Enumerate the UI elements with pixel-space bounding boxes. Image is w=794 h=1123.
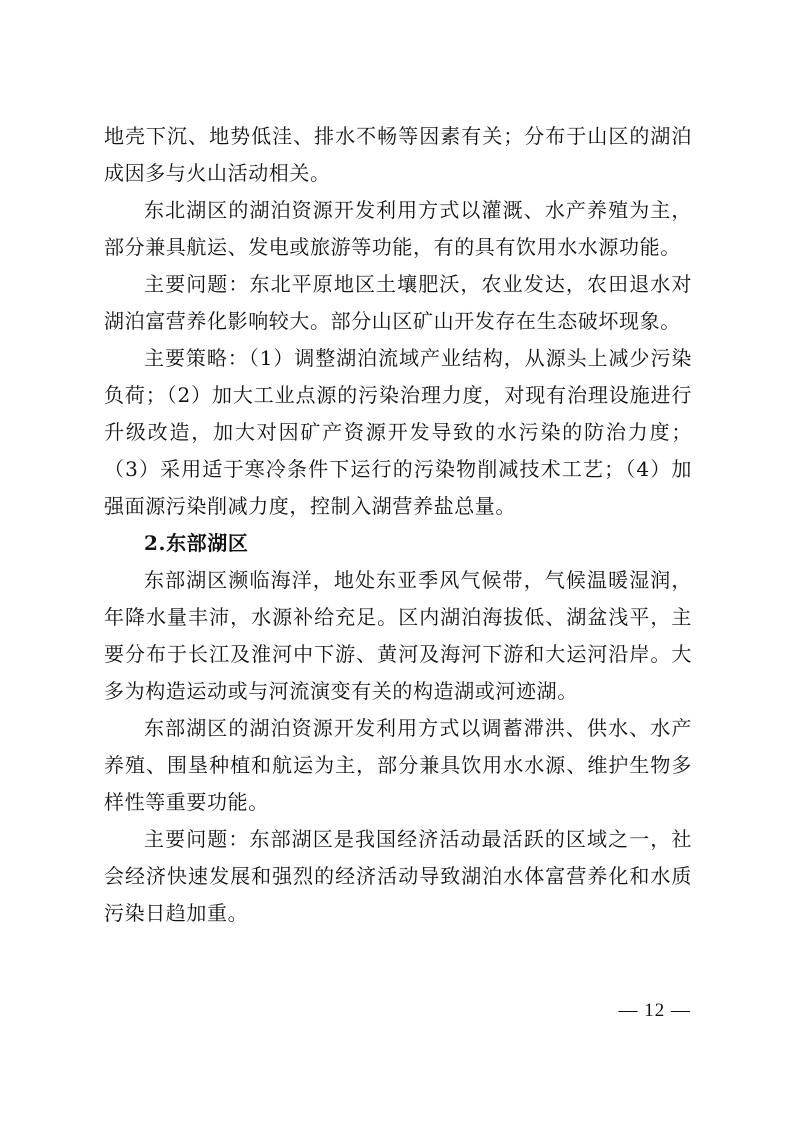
paragraph-eastern-utilization: 东部湖区的湖泊资源开发利用方式以调蓄滞洪、供水、水产养殖、围垦种植和航运为主，部分兼具饮用水水源、维护生物多样性等重要功能。 [104,716,692,814]
paragraph-northeast-utilization: 东北湖区的湖泊资源开发利用方式以灌溉、水产养殖为主，部分兼具航运、发电或旅游等功能，有的具有饮用水水源功能。 [104,198,692,259]
paragraph-northeast-strategies: 主要策略：（1）调整湖泊流域产业结构，从源头上减少污染负荷；（2）加大工业点源的污染治理力度，对现有治理设施进行升级改造，加大对因矿产资源开发导致的水污染的防治力度；（3）采用适于寒冷条件下运行的污染物削减技术工艺；（4）加强面源污染削减力度，控制入湖营养盐总量。 [104,346,692,518]
page-number: — 12 — [618,1000,691,1021]
paragraph-eastern-overview: 东部湖区濒临海洋，地处东亚季风气候带，气候温暖湿润，年降水量丰沛，水源补给充足。区内湖泊海拔低、湖盆浅平，主要分布于长江及淮河中下游、黄河及海河下游和大运河沿岸。大多为构造运动或与河流演变有关的构造湖或河迹湖。 [104,568,692,703]
section-heading-eastern-lakes: 2.东部湖区 [144,531,249,555]
paragraph-northeast-problems: 主要问题：东北平原地区土壤肥沃，农业发达，农田退水对湖泊富营养化影响较大。部分山区矿山开发存在生态破坏现象。 [104,272,692,333]
document-body [104,118,692,932]
paragraph-eastern-problems: 主要问题：东部湖区是我国经济活动最活跃的区域之一，社会经济快速发展和强烈的经济活动导致湖泊水体富营养化和水质污染日趋加重。 [104,827,692,925]
paragraph-continuation: 地壳下沉、地势低洼、排水不畅等因素有关；分布于山区的湖泊成因多与火山活动相关。 [104,124,692,185]
